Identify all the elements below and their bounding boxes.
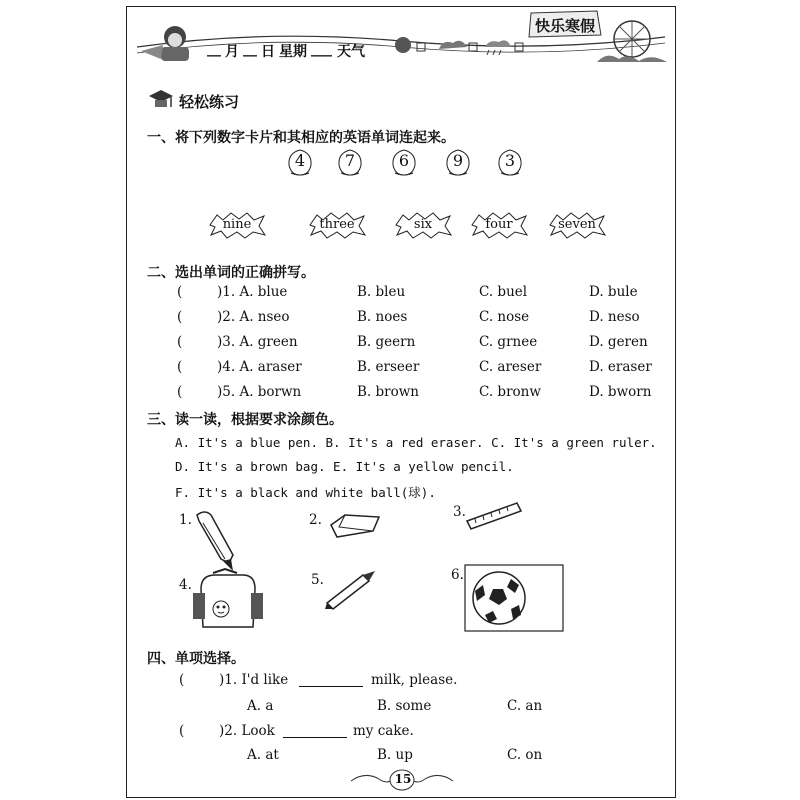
q3-heading: 三、读一读，根据要求涂颜色。 [147,412,343,428]
question-option-a: )2. A. nseo [217,309,290,325]
q1-heading: 一、将下列数字卡片和其相应的英语单词连起来。 [147,130,455,146]
item-label: 5. [311,572,324,588]
question-text-end: milk, please. [371,672,458,688]
rain-icon [485,40,511,47]
option-b: B. up [377,747,413,763]
ruler-illustration[interactable] [463,497,523,531]
option-d: D. neso [589,309,640,325]
q4-heading: 四、单项选择。 [147,651,245,667]
q2-heading: 二、选出单词的正确拼写。 [147,265,315,281]
question-text: )2. Look [219,723,275,739]
answer-paren[interactable]: ( [179,672,185,688]
option-b: B. noes [357,309,408,325]
answer-paren[interactable]: ( [177,284,183,300]
answer-blank[interactable] [299,672,363,687]
option-c: C. nose [479,309,530,325]
answer-paren[interactable]: ( [177,384,183,400]
option-d: D. eraser [589,359,652,375]
option-b: B. bleu [357,284,406,300]
option-c: C. on [507,747,543,763]
word-card: seven [547,210,607,240]
weekday-label: 星期 [279,44,307,60]
cloud-icon [439,41,467,49]
option-c: C. bronw [479,384,541,400]
section-title: 轻松练习 [179,93,240,111]
option-d: D. geren [589,334,648,350]
word-card: nine [207,210,267,240]
option-c: C. buel [479,284,528,300]
item-label: 1. [179,512,192,528]
option-c: C. grnee [479,334,538,350]
option-b: B. erseer [357,359,420,375]
word-card: four [469,210,529,240]
bag-illustration[interactable] [191,567,265,633]
day-label: 日 [261,44,275,60]
number-card: 6 [389,147,419,177]
number-card: 7 [335,147,365,177]
item-label: 6. [451,567,464,583]
header-banner: __ 月 __ 日 星期 ___ 天气 快乐寒假 [127,7,675,69]
question-text-end: my cake. [353,723,414,739]
question-option-a: )1. A. blue [217,284,288,300]
number-card: 9 [443,147,473,177]
question-option-a: )4. A. araser [217,359,302,375]
question-option-a: )3. A. green [217,334,298,350]
instruction-line: A. It's a blue pen. B. It's a red eraser. C. It's a green ruler. [175,435,657,450]
eraser-illustration[interactable] [325,509,383,543]
question-option-a: )5. A. borwn [217,384,302,400]
ball-illustration[interactable] [463,563,565,633]
header-badge: 快乐寒假 [535,17,596,35]
number-card: 3 [495,147,525,177]
option-b: B. some [377,698,432,714]
option-a: A. at [247,747,279,763]
option-b: B. geern [357,334,416,350]
answer-blank[interactable] [283,723,347,738]
worksheet-page [126,6,676,798]
option-a: A. a [247,698,274,714]
answer-paren[interactable]: ( [177,359,183,375]
option-c: C. an [507,698,543,714]
word-card: six [393,210,453,240]
graduation-cap-icon [147,87,175,111]
option-b: B. brown [357,384,419,400]
instruction-line: D. It's a brown bag. E. It's a yellow pencil. [175,459,514,474]
page-number: 15 [394,772,412,786]
option-c: C. areser [479,359,542,375]
instruction-line: F. It's a black and white ball(球). [175,485,436,500]
word-card: three [307,210,367,240]
answer-paren[interactable]: ( [177,334,183,350]
option-d: D. bworn [589,384,652,400]
item-label: 3. [453,504,466,520]
weather-label: 天气 [337,44,365,60]
pen-illustration[interactable] [189,507,241,573]
answer-paren[interactable]: ( [179,723,185,739]
answer-paren[interactable]: ( [177,309,183,325]
sun-icon [395,37,411,53]
number-card: 4 [285,147,315,177]
question-text: )1. I'd like [219,672,289,688]
option-d: D. bule [589,284,638,300]
pencil-illustration[interactable] [323,569,379,611]
item-label: 4. [179,577,192,593]
item-label: 2. [309,512,322,528]
month-label: 月 [225,44,239,60]
